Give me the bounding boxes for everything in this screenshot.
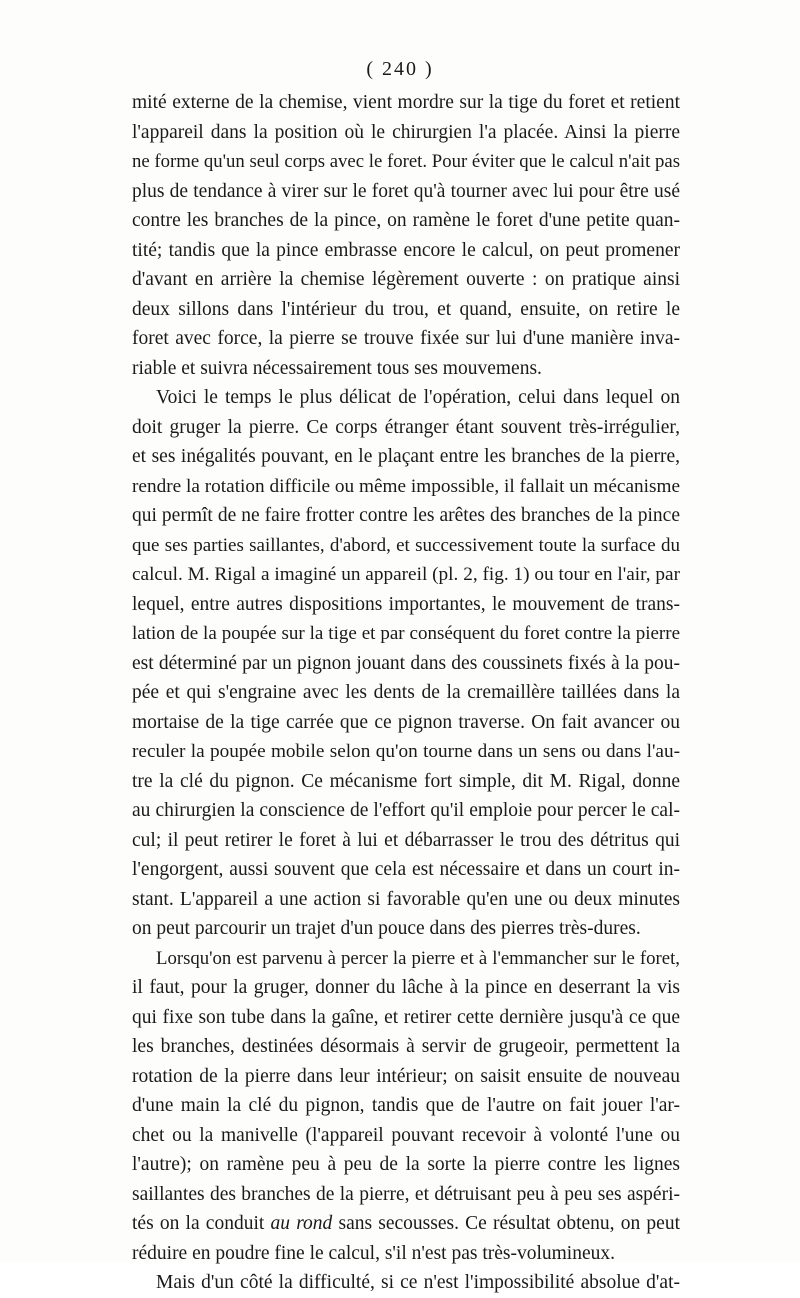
text-line: tité; tandis que la pince embrasse encore le calcul, on peut promener	[132, 239, 680, 261]
text-line: lequel, entre autres dispositions importantes, le mouvement de trans-	[132, 593, 680, 615]
text-line: Voici le temps le plus délicat de l'opération, celui dans lequel on	[156, 387, 680, 408]
text-line: Lorsqu'on est parvenu à percer la pierre et à l'emmancher sur le foret,	[156, 947, 680, 969]
text-line: riable et suivra nécessairement tous ses mouvemens.	[132, 357, 542, 379]
text-line: on peut parcourir un trajet d'un pouce dans des pierres très-dures.	[132, 918, 641, 939]
text-line: doit gruger la pierre. Ce corps étranger étant souvent très-irrégulier,	[132, 416, 680, 438]
text-line: pée et qui s'engraine avec les dents de la cremaillère taillées dans la	[132, 682, 680, 703]
text-line: d'avant en arrière la chemise légèrement ouverte : on pratique ainsi	[132, 269, 680, 290]
text-line: il faut, pour la gruger, donner du lâche à la pince en deserrant la vis	[132, 977, 680, 998]
text-line: cul; il peut retirer le foret à lui et débarrasser le trou des détritus qui	[132, 829, 680, 851]
text-line: lation de la poupée sur la tige et par conséquent du foret contre la pierre	[132, 623, 680, 644]
text-line: deux sillons dans l'intérieur du trou, et quand, ensuite, on retire le	[132, 298, 680, 320]
text-line: reculer la poupée mobile selon qu'on tourne dans un sens ou dans l'au-	[132, 741, 680, 762]
body-text	[132, 88, 680, 1298]
text-line: mortaise de la tige carrée que ce pignon traverse. On fait avancer ou	[132, 711, 680, 733]
text-line: plus de tendance à virer sur le foret qu'à tourner avec lui pour être usé	[132, 180, 680, 202]
text-line: d'une main la clé du pignon, tandis que de l'autre on fait jouer l'ar-	[132, 1095, 680, 1116]
text-line: contre les branches de la pince, on ramène le foret d'une petite quan-	[132, 210, 680, 231]
text-line: réduire en poudre fine le calcul, s'il n'est pas très-volumineux.	[132, 1242, 615, 1264]
text-line: Mais d'un côté la difficulté, si ce n'est l'impossibilité absolue d'at-	[156, 1272, 680, 1293]
text-line: qui permît de ne faire frotter contre les arêtes des branches de la pince	[132, 505, 680, 526]
text-line: l'engorgent, aussi souvent que cela est nécessaire et dans un court in-	[132, 859, 680, 880]
text-line: rendre la rotation difficile ou même impossible, il fallait un mécanisme	[132, 475, 680, 497]
text-line: au chirurgien la conscience de l'effort qu'il emploie pour percer le cal-	[132, 800, 680, 821]
text-line: chet ou la manivelle (l'appareil pouvant recevoir à volonté l'une ou	[132, 1124, 680, 1146]
page-number: ( 240 )	[366, 58, 434, 80]
text-line: l'appareil dans la position où le chirurgien l'a placée. Ainsi la pierre	[132, 121, 680, 143]
text-line: calcul. M. Rigal a imaginé un appareil (pl. 2, fig. 1) ou tour en l'air, par	[132, 564, 680, 585]
text-line: l'autre); on ramène peu à peu de la sorte la pierre contre les lignes	[132, 1154, 680, 1175]
text-line: rotation de la pierre dans leur intérieur; on saisit ensuite de nouveau	[132, 1065, 680, 1087]
text-line: stant. L'appareil a une action si favorable qu'en une ou deux minutes	[132, 888, 680, 910]
text-line: mité externe de la chemise, vient mordre sur la tige du foret et retient	[132, 92, 680, 113]
text-line: qui fixe son tube dans la gaîne, et retirer cette dernière jusqu'à ce que	[132, 1006, 680, 1028]
text-line: ne forme qu'un seul corps avec le foret. Pour éviter que le calcul n'ait pas	[132, 151, 680, 172]
text-line: saillantes des branches de la pierre, et détruisant peu à peu ses aspéri-	[132, 1183, 680, 1205]
text-line: les branches, destinées désormais à servir de grugeoir, permettent la	[132, 1036, 680, 1057]
text-line: et ses inégalités pouvant, en le plaçant entre les branches de la pierre,	[132, 446, 680, 467]
text-line: foret avec force, la pierre se trouve fixée sur lui d'une manière inva-	[132, 328, 680, 349]
text-line: tés on la conduit au rond sans secousses. Ce résultat obtenu, on peut	[132, 1213, 680, 1234]
text-line: est déterminé par un pignon jouant dans des coussinets fixés à la pou-	[132, 652, 680, 674]
text-line: tre la clé du pignon. Ce mécanisme fort simple, dit M. Rigal, donne	[132, 770, 680, 792]
text-line: que ses parties saillantes, d'abord, et successivement toute la surface du	[132, 534, 680, 556]
emphasis-text: au rond	[270, 1213, 333, 1234]
